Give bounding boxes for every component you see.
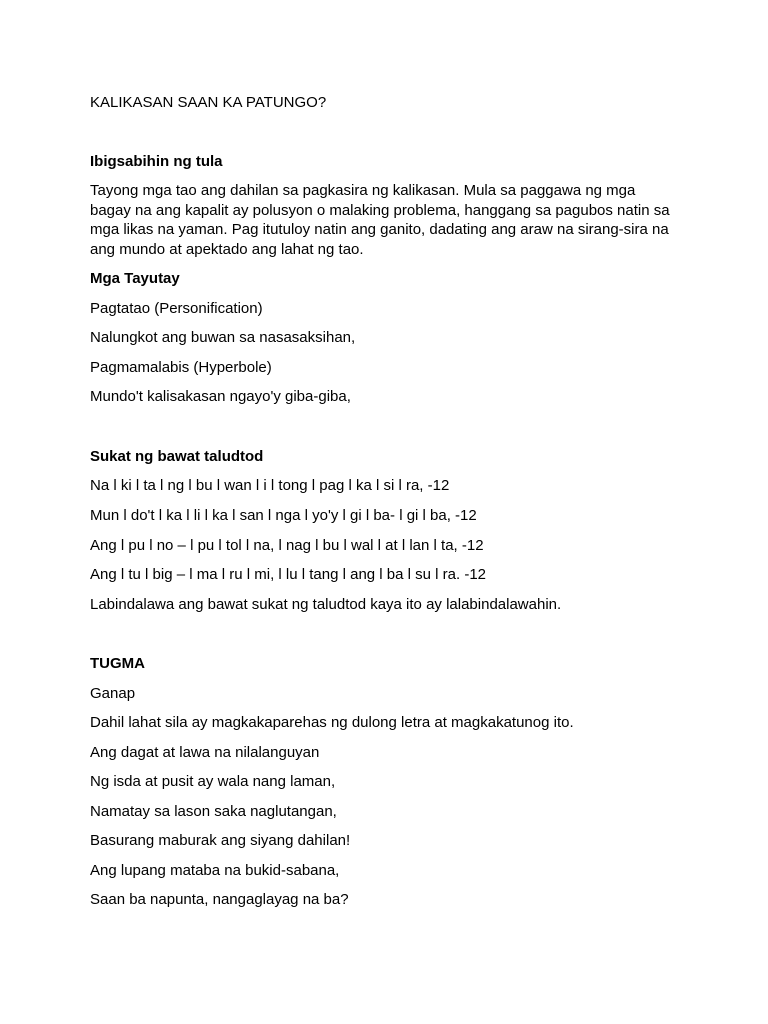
meaning-heading: Ibigsabihin ng tula — [90, 153, 223, 170]
tayutay-type-hyperbole: Pagmamalabis (Hyperbole) — [90, 359, 272, 376]
sukat-heading: Sukat ng bawat taludtod — [90, 448, 264, 465]
sukat-line: Na l ki l ta l ng l bu l wan l i l tong l pag l ka l si l ra, -12 — [90, 477, 450, 494]
meaning-line: bagay na ang kapalit ay polusyon o malaking problema, hanggang sa pagubos natin sa — [90, 201, 670, 219]
poem-line: Basurang maburak ang siyang dahilan! — [90, 832, 351, 849]
meaning-line: ang mundo at apektado ang lahat ng tao. — [90, 240, 364, 258]
poem-line: Namatay sa lason saka naglutangan, — [90, 803, 337, 820]
tugma-heading: TUGMA — [90, 655, 145, 672]
tayutay-heading: Mga Tayutay — [90, 270, 180, 287]
document-title: KALIKASAN SAAN KA PATUNGO? — [90, 94, 327, 111]
tayutay-example-hyperbole: Mundo't kalisakasan ngayo'y giba-giba, — [90, 388, 351, 405]
sukat-line: Mun l do't l ka l li l ka l san l nga l yo'y l gi l ba- l gi l ba, -12 — [90, 507, 477, 524]
sukat-line: Ang l pu l no – l pu l tol l na, l nag l bu l wal l at l lan l ta, -12 — [90, 537, 484, 554]
tayutay-type-personification: Pagtatao (Personification) — [90, 300, 263, 317]
poem-line: Ang lupang mataba na bukid-sabana, — [90, 862, 340, 879]
poem-line: Ng isda at pusit ay wala nang laman, — [90, 773, 336, 790]
tugma-type: Ganap — [90, 685, 136, 702]
poem-line: Saan ba napunta, nangaglayag na ba? — [90, 891, 349, 908]
poem-line: Ang dagat at lawa na nilalanguyan — [90, 744, 320, 761]
tugma-explanation: Dahil lahat sila ay magkakaparehas ng dulong letra at magkakatunog ito. — [90, 714, 574, 731]
sukat-summary: Labindalawa ang bawat sukat ng taludtod kaya ito ay lalabindalawahin. — [90, 596, 562, 613]
tayutay-example-personification: Nalungkot ang buwan sa nasasaksihan, — [90, 329, 356, 346]
sukat-line: Ang l tu l big – l ma l ru l mi, l lu l tang l ang l ba l su l ra. -12 — [90, 566, 487, 583]
meaning-line: Tayong mga tao ang dahilan sa pagkasira ng kalikasan. Mula sa paggawa ng mga — [90, 182, 636, 199]
meaning-line: mga likas na yaman. Pag itutuloy natin ang ganito, dadating ang araw na sirang-sira na — [90, 221, 669, 238]
meaning-paragraph — [90, 181, 690, 259]
